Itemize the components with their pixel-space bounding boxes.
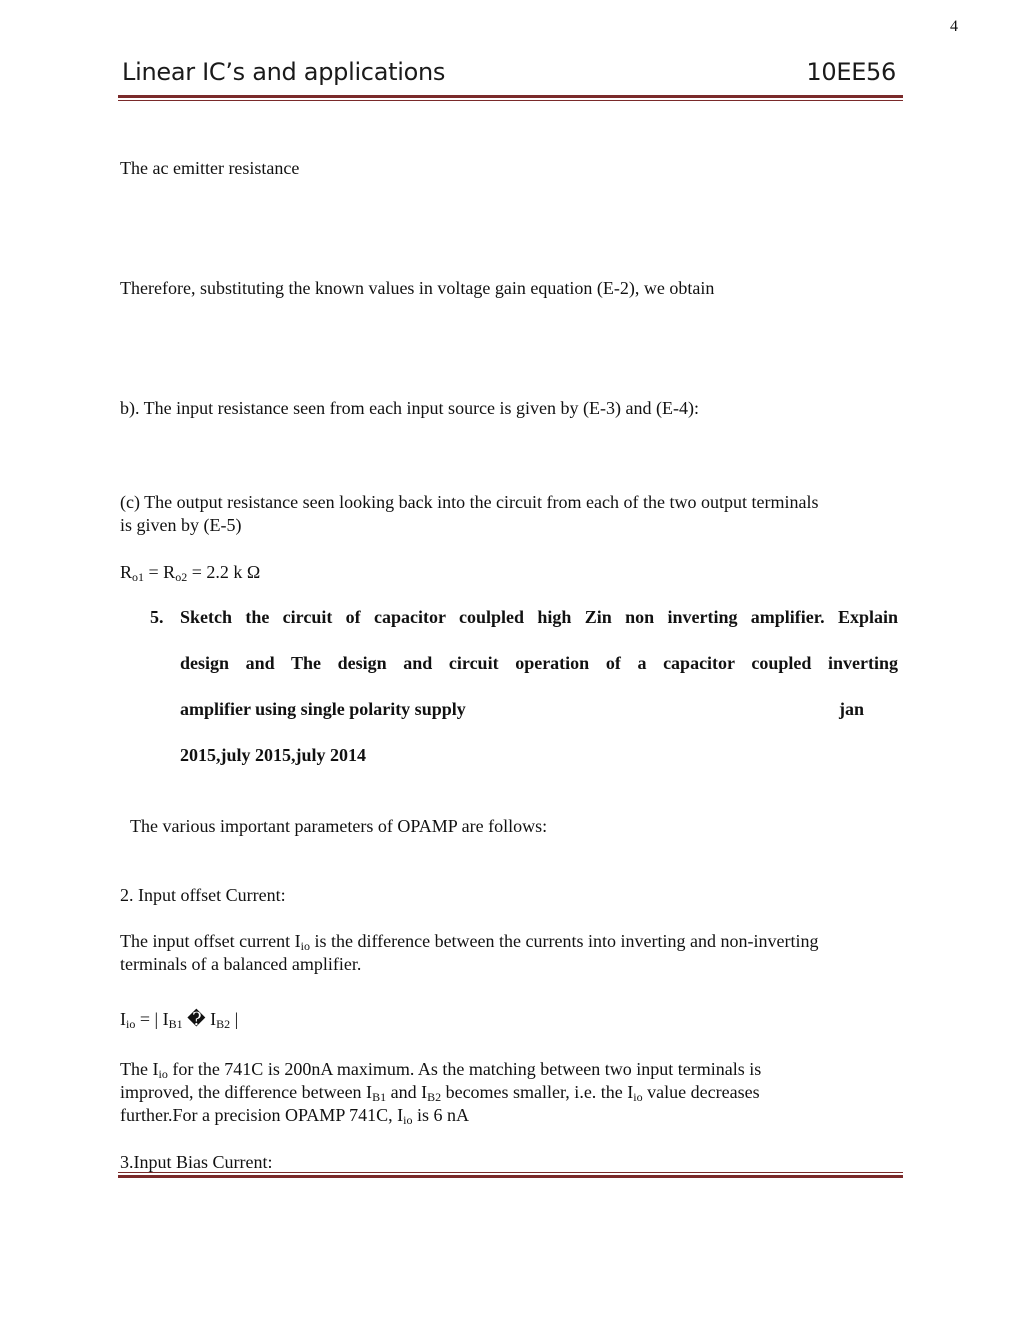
offset-def-a: The input offset current I bbox=[120, 931, 301, 951]
iio-l3b: is 6 nA bbox=[412, 1105, 470, 1125]
question-line3a: amplifier using single polarity supply bbox=[180, 699, 466, 719]
iio-l2sub2: B2 bbox=[427, 1090, 442, 1104]
bias-heading: 3.Input Bias Current: bbox=[120, 1152, 273, 1172]
output-resistance-line1: (c) The output resistance seen looking back into the circuit from each of the two output terminals bbox=[120, 492, 819, 512]
footer-rule-thin bbox=[118, 1172, 903, 1173]
output-resistance-line2: is given by (E-5) bbox=[120, 515, 242, 535]
iio-l3a: further.For a precision OPAMP 741C, I bbox=[120, 1105, 404, 1125]
ro-equation bbox=[120, 561, 260, 584]
header-rule bbox=[118, 95, 903, 98]
footer-rule bbox=[118, 1175, 903, 1178]
question-number: 5. bbox=[150, 607, 164, 627]
iio-l1b: for the 741C is 200nA maximum. As the matching between two input terminals is bbox=[167, 1059, 762, 1079]
iio-l2c: becomes smaller, i.e. the I bbox=[441, 1082, 634, 1102]
iio-l2sub1: B1 bbox=[372, 1090, 387, 1104]
question-line4: 2015,july 2015,july 2014 bbox=[180, 745, 367, 765]
question-line2: design and The design and circuit operation of a capacitor coupled inverting bbox=[180, 653, 898, 673]
iio-l2sub3: io bbox=[633, 1090, 643, 1104]
iio-l2d: value decreases bbox=[642, 1082, 760, 1102]
parameters-intro: The various important parameters of OPAMP are follows: bbox=[130, 816, 548, 836]
input-resistance-text: b). The input resistance seen from each input source is given by (E-3) and (E-4): bbox=[120, 398, 699, 418]
ro-r: R bbox=[120, 562, 133, 582]
formula-glyph: � I bbox=[182, 1009, 217, 1029]
ro-sub1: o1 bbox=[132, 570, 145, 584]
header-code: 10EE56 bbox=[806, 58, 896, 86]
question-line1: Sketch the circuit of capacitor coulpled high Zin non inverting amplifier. Explain bbox=[180, 607, 898, 627]
formula-eq: = | I bbox=[135, 1009, 169, 1029]
iio-l2a: improved, the difference between I bbox=[120, 1082, 373, 1102]
iio-l1a: The I bbox=[120, 1059, 159, 1079]
offset-def-b: is the difference between the currents into inverting and non-inverting bbox=[309, 931, 819, 951]
offset-formula bbox=[120, 1008, 238, 1031]
iio-line3 bbox=[120, 1104, 469, 1127]
formula-i: I bbox=[120, 1009, 126, 1029]
iio-line1 bbox=[120, 1058, 761, 1081]
offset-def-line2: terminals of a balanced amplifier. bbox=[120, 954, 362, 974]
ro-sub2: o2 bbox=[175, 570, 188, 584]
iio-l3sub: io bbox=[403, 1113, 413, 1127]
iio-l1sub: io bbox=[158, 1067, 168, 1081]
offset-def-line1 bbox=[120, 930, 818, 953]
page-number: 4 bbox=[950, 18, 958, 35]
iio-l2b: and I bbox=[386, 1082, 428, 1102]
formula-sub-b2: B2 bbox=[216, 1017, 231, 1031]
formula-end: | bbox=[230, 1009, 239, 1029]
ro-eq2: = 2.2 k Ω bbox=[187, 562, 261, 582]
question-line3b: jan bbox=[839, 699, 865, 719]
input-offset-heading: 2. Input offset Current: bbox=[120, 885, 286, 905]
ac-emitter-text: The ac emitter resistance bbox=[120, 158, 300, 178]
formula-sub-io: io bbox=[126, 1017, 136, 1031]
formula-sub-b1: B1 bbox=[168, 1017, 183, 1031]
iio-line2 bbox=[120, 1081, 760, 1104]
header-title: Linear IC’s and applications bbox=[122, 58, 446, 86]
ro-eq1: = R bbox=[144, 562, 176, 582]
offset-def-sub: io bbox=[300, 939, 310, 953]
header-rule-thin bbox=[118, 100, 903, 101]
therefore-text: Therefore, substituting the known values in voltage gain equation (E-2), we obtain bbox=[120, 278, 715, 298]
